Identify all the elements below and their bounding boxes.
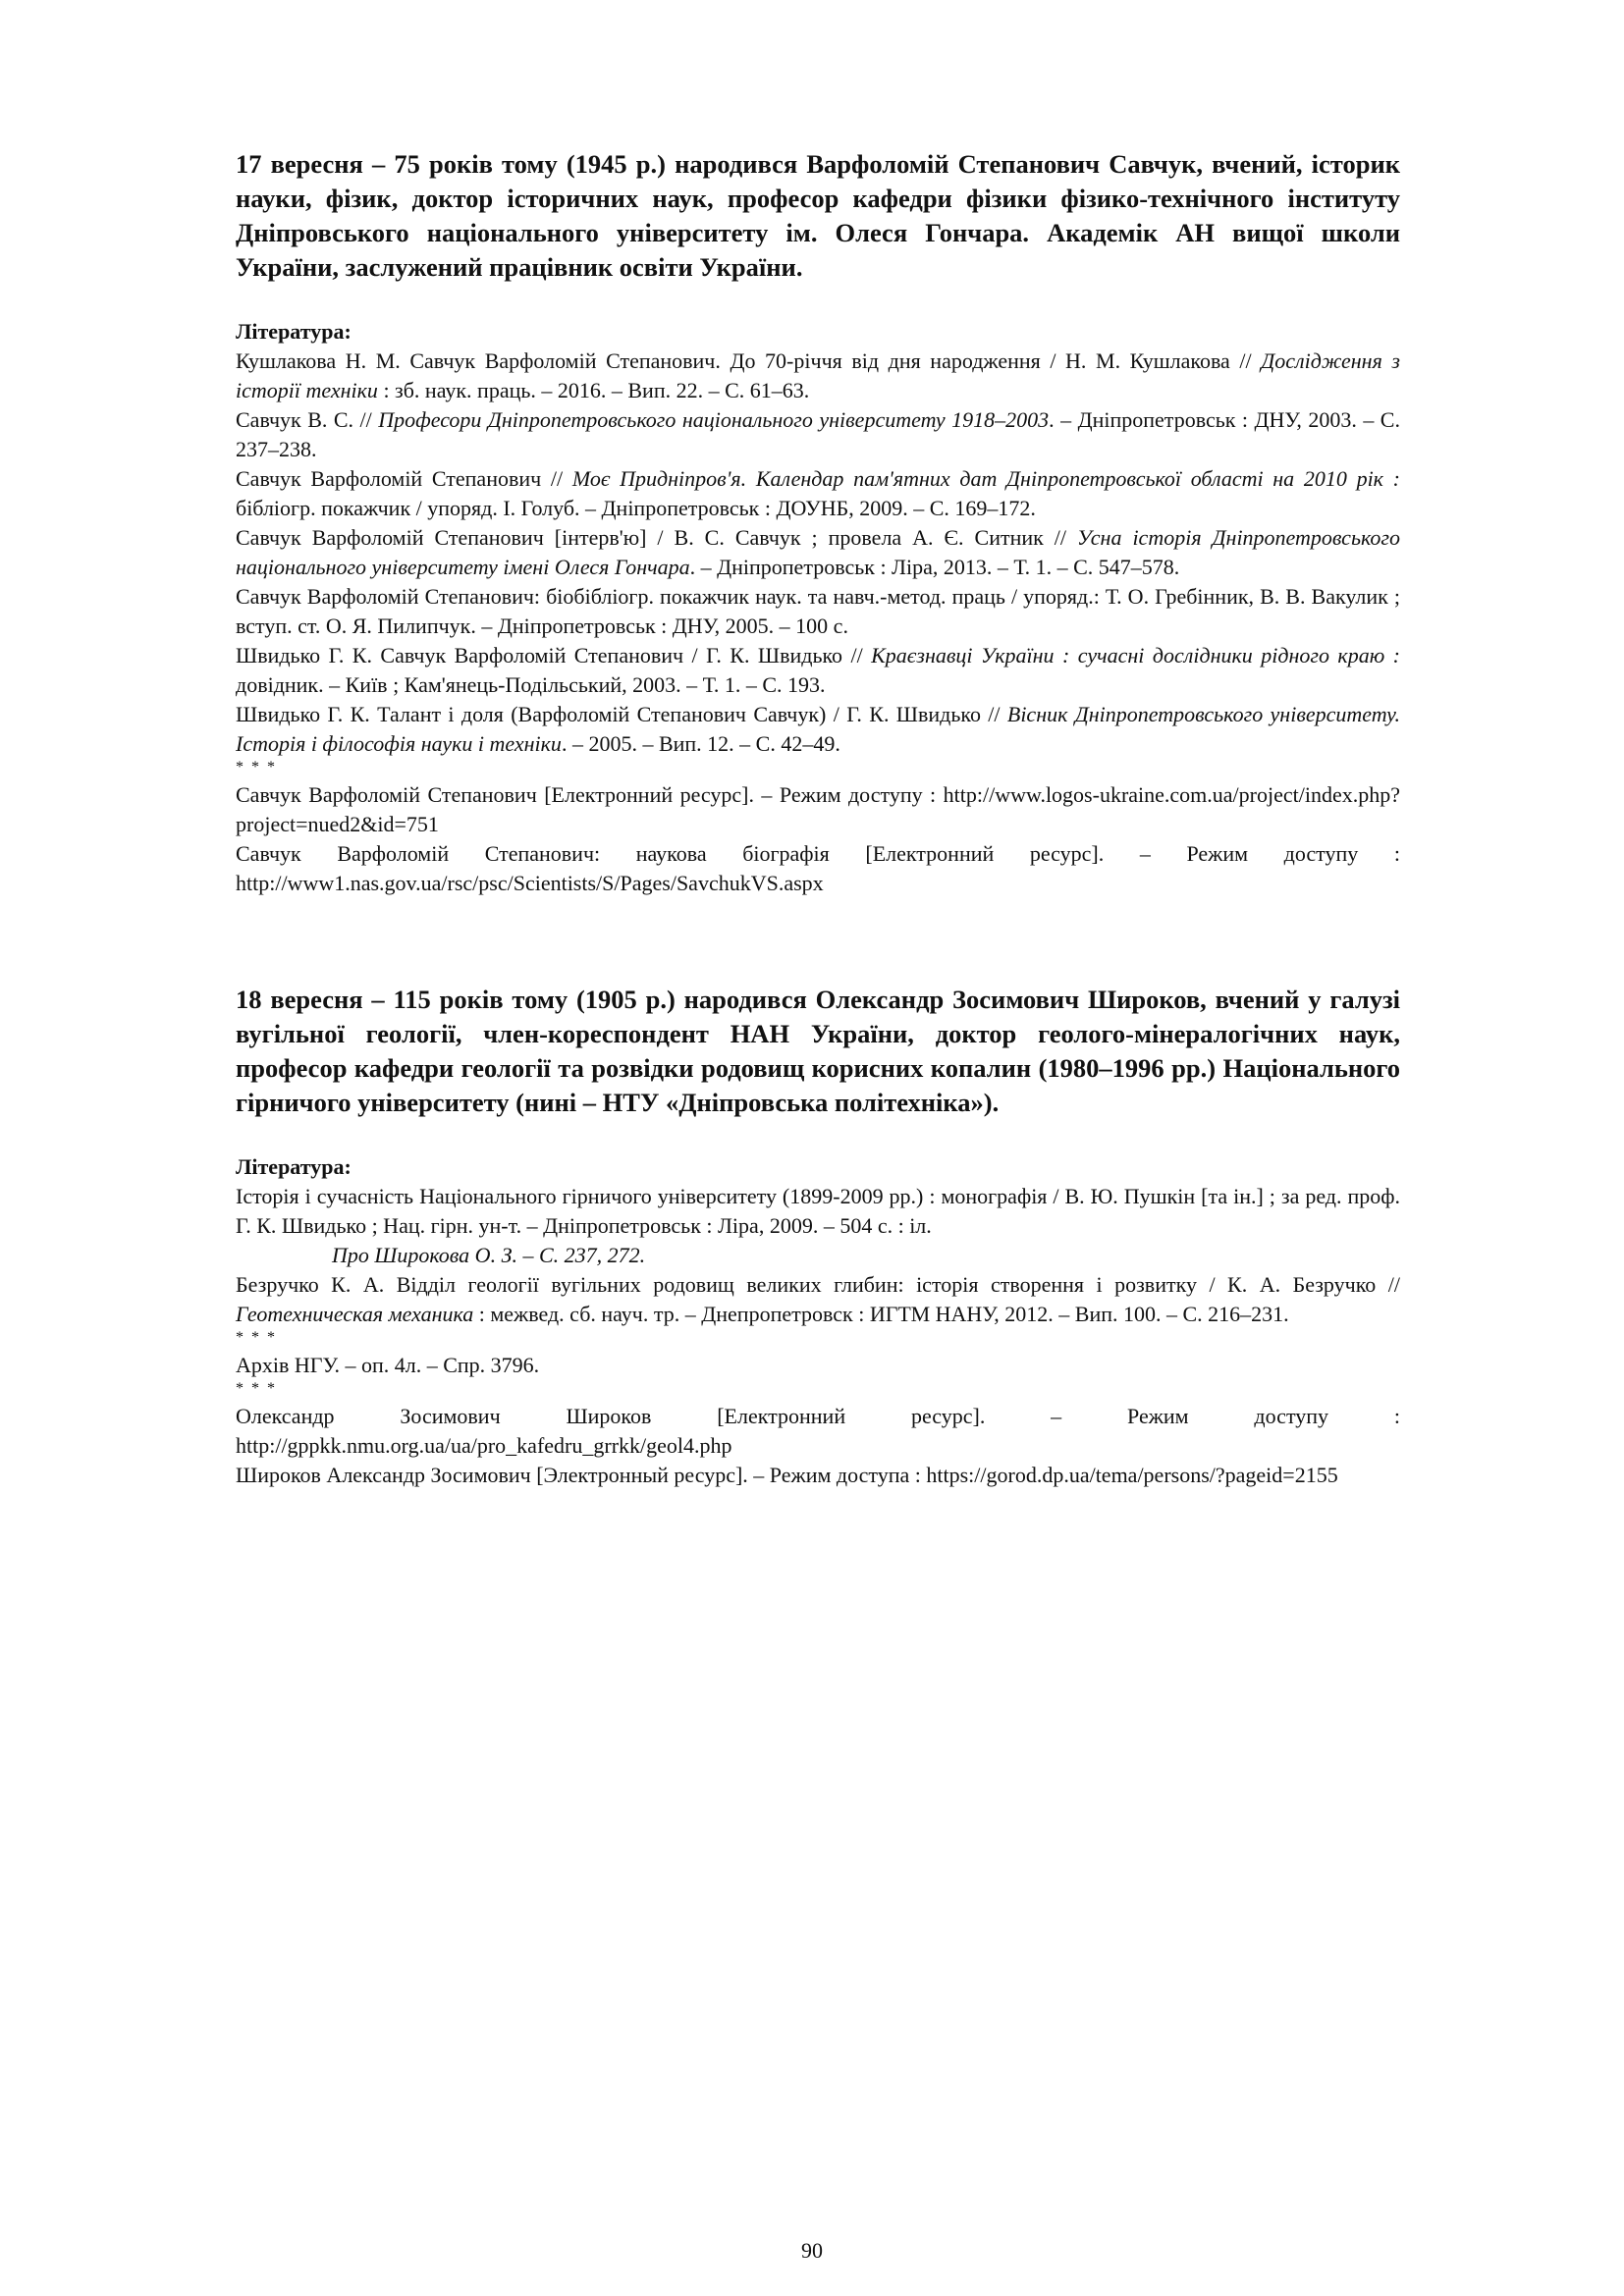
bibliography-entry: Історія і сучасність Національного гірничого університету (1899-2009 рр.) : монографія / В. Ю. Пушкін [та ін.] ; за ред. проф. Г. К. Швидько ; Нац. гірн. ун-т. – Дніпропетровськ : Ліра, 2009. – 504 с. : іл.	[236, 1184, 1400, 1238]
web-resource-entry: Савчук Варфоломій Степанович [Електронний ресурс]. – Режим доступу : http://www.logos-ukraine.com.ua/project/index.php?project=nued2&id=751	[236, 782, 1400, 836]
bibliography-entry: Савчук В. С. // Професори Дніпропетровського національного університету 1918–2003. – Дніпропетровськ : ДНУ, 2003. – С. 237–238.	[236, 407, 1400, 461]
bibliography-entry: Савчук Варфоломій Степанович [інтерв'ю] / В. С. Савчук ; провела А. Є. Ситник // Усна історія Дніпропетровського національного університету імені Олеся Гончара. – Дніпропетровськ : Ліра, 2013. – Т. 1. – С. 547–578.	[236, 525, 1400, 579]
web-resource-entry: Олександр Зосимович Широков [Електронний ресурс]. – Режим доступу : http://gppkk.nmu.org.ua/ua/pro_kafedru_grrkk/geol4.php	[236, 1404, 1400, 1458]
web-resource-entry: Широков Александр Зосимович [Электронный ресурс]. – Режим доступа : https://gorod.dp.ua/tema/persons/?pageid=2155	[236, 1463, 1338, 1487]
bibliography-entry: Швидько Г. К. Талант і доля (Варфоломій Степанович Савчук) / Г. К. Швидько // Вісник Дніпропетровського університету. Історія і філософія науки і техніки. – 2005. – Вип. 12. – С. 42–49.	[236, 702, 1400, 756]
archive-entry: Архів НГУ. – оп. 4л. – Спр. 3796.	[236, 1353, 540, 1377]
section-heading: 18 вересня – 115 років тому (1905 р.) народився Олександр Зосимович Широков, вчений у галузі вугільної геології, член-кореспондент НАН України, доктор геолого-мінералогічних наук, професор кафедри геології та розвідки родовищ корисних копалин (1980–1996 рр.) Національного гірничого університету (нині – НТУ «Дніпровська політехніка»).	[236, 985, 1400, 1117]
bibliography-entry: Кушлакова Н. М. Савчук Варфоломій Степанович. До 70-річчя від дня народження / Н. М. Кушлакова // Дослідження з історії техніки : зб. наук. праць. – 2016. – Вип. 22. – С. 61–63.	[236, 348, 1400, 402]
section-heading: 17 вересня – 75 років тому (1945 р.) народився Варфоломій Степанович Савчук, вчений, історик науки, фізик, доктор історичних наук, професор кафедри фізики фізико-технічного інституту Дніпровського національного університету ім. Олеся Гончара. Академік АН вищої школи України, заслужений працівник освіти України.	[236, 149, 1400, 282]
bibliography-entry: Безручко К. А. Відділ геології вугільних родовищ великих глибин: історія створення і розвитку / К. А. Безручко // Геотехническая механика : межвед. сб. науч. тр. – Днепропетровск : ИГТМ НАНУ, 2012. – Вип. 100. – С. 216–231.	[236, 1272, 1400, 1326]
separator-stars: * * *	[236, 1329, 277, 1346]
literature-label: Література:	[236, 319, 352, 344]
separator-stars: * * *	[236, 759, 277, 775]
literature-label: Література:	[236, 1154, 352, 1179]
bibliography-note: Про Широкова О. З. – С. 237, 272.	[332, 1243, 646, 1267]
page-content	[236, 147, 1400, 1490]
bibliography-entry: Савчук Варфоломій Степанович: біобібліогр. покажчик наук. та навч.-метод. праць / упоряд.: Т. О. Гребінник, В. В. Вакулик ; вступ. ст. О. Я. Пилипчук. – Дніпропетровськ : ДНУ, 2005. – 100 с.	[236, 584, 1400, 638]
web-resource-entry: Савчук Варфоломій Степанович: наукова біографія [Електронний ресурс]. – Режим доступу : http://www1.nas.gov.ua/rsc/psc/Scientists/S/Pages/SavchukVS.aspx	[236, 841, 1400, 895]
page-number: 90	[801, 2238, 823, 2263]
bibliography-entry: Швидько Г. К. Савчук Варфоломій Степанович / Г. К. Швидько // Краєзнавці України : сучасні дослідники рідного краю : довідник. – Київ ; Кам'янець-Подільський, 2003. – Т. 1. – С. 193.	[236, 643, 1400, 697]
separator-stars: * * *	[236, 1380, 277, 1397]
bibliography-entry: Савчук Варфоломій Степанович // Моє Придніпров'я. Календар пам'ятних дат Дніпропетровської області на 2010 рік : бібліогр. покажчик / упоряд. І. Голуб. – Дніпропетровськ : ДОУНБ, 2009. – С. 169–172.	[236, 466, 1400, 520]
